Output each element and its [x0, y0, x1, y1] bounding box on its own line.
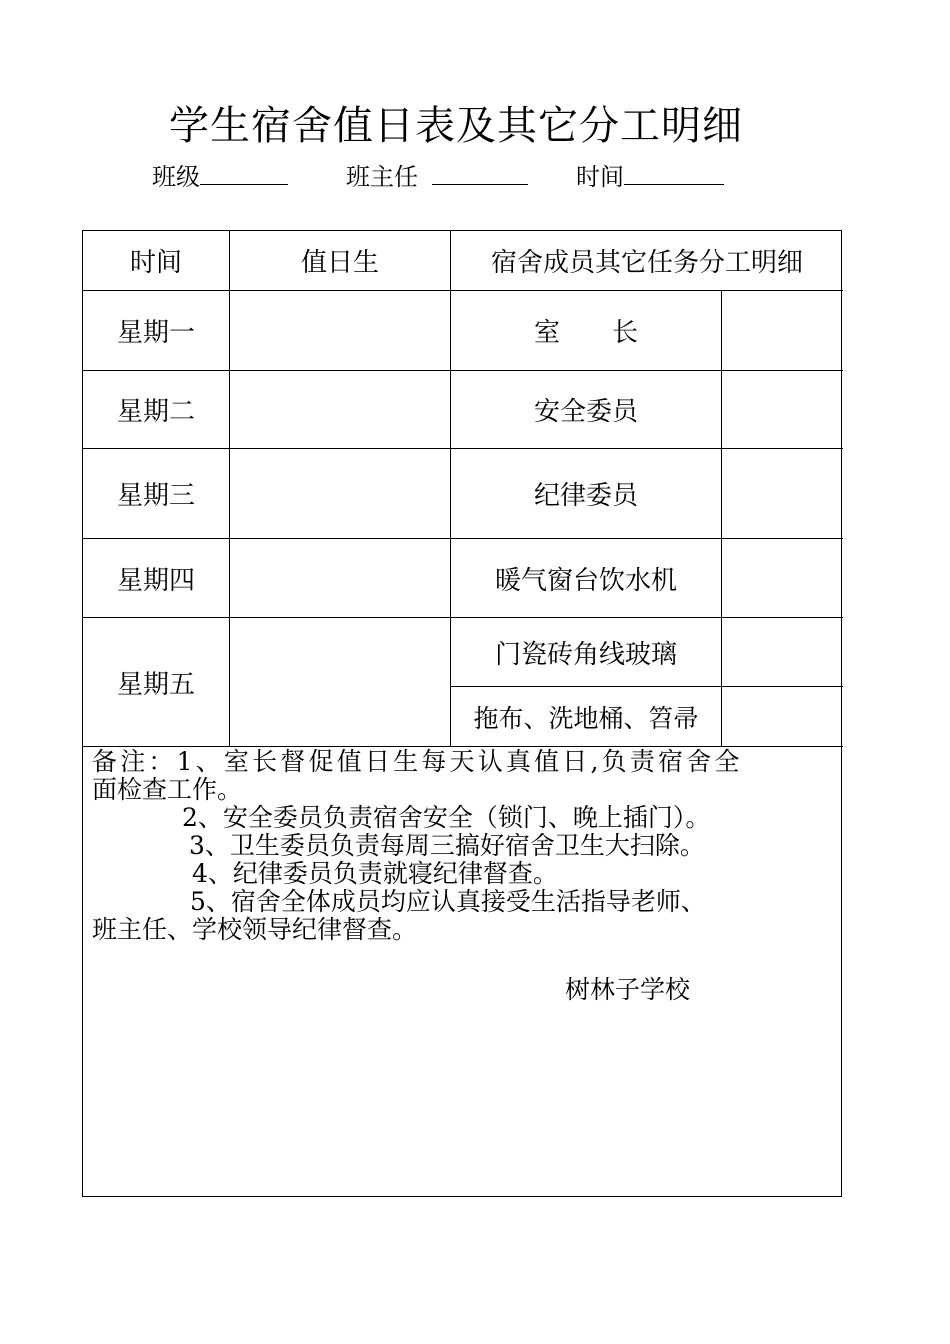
role-door-tile-glass: 门瓷砖角线玻璃 — [494, 639, 677, 670]
time-field — [576, 160, 724, 192]
remarks-section — [92, 747, 837, 1004]
day-tuesday: 星期二 — [116, 397, 195, 427]
remark-line-1: 备注：1、室长督促值日生每天认真值日,负责宿舍全 — [92, 747, 743, 776]
school-name: 树林子学校 — [565, 975, 691, 1004]
header-time: 时间 — [129, 248, 182, 278]
day-thursday: 星期四 — [116, 565, 195, 596]
teacher-label: 班主任 — [346, 163, 418, 191]
header-duty-student: 值日生 — [300, 248, 379, 278]
class-field — [152, 160, 288, 192]
remark-line-3: 3、卫生委员负责每周三搞好宿舍卫生大扫除。 — [189, 831, 705, 860]
col-divider — [721, 290, 722, 746]
remark-line-4: 4、纪律委员负责就寝纪律督查。 — [192, 859, 558, 888]
day-wednesday: 星期三 — [116, 481, 195, 511]
role-heater-window-dispenser: 暖气窗台饮水机 — [494, 565, 677, 596]
day-friday: 星期五 — [116, 669, 195, 700]
role-safety-officer: 安全委员 — [533, 397, 638, 427]
day-monday: 星期一 — [116, 318, 195, 348]
header-task-detail: 宿舍成员其它任务分工明细 — [490, 248, 803, 278]
duty-table — [82, 230, 842, 1197]
remark-line-1-cont: 面检查工作。 — [92, 775, 243, 804]
role-discipline-officer: 纪律委员 — [533, 481, 638, 511]
col-divider — [229, 231, 230, 746]
remark-line-5: 5、宿舍全体成员均应认真接受生活指导老师、 — [190, 887, 706, 916]
page-title: 学生宿舍值日表及其它分工明细 — [169, 103, 743, 149]
teacher-blank — [432, 160, 528, 185]
time-blank — [624, 160, 724, 185]
time-label: 时间 — [576, 163, 624, 191]
remark-line-5-cont: 班主任、学校领导纪律督查。 — [92, 915, 418, 944]
class-label: 班级 — [152, 163, 200, 191]
class-blank — [200, 160, 288, 185]
role-dorm-leader: 室 长 — [533, 318, 638, 348]
teacher-field — [346, 160, 528, 192]
remark-line-2: 2、安全委员负责宿舍安全（锁门、晚上插门）。 — [182, 803, 711, 832]
role-mop-bucket-broom: 拖布、洗地桶、笤帚 — [473, 703, 699, 733]
